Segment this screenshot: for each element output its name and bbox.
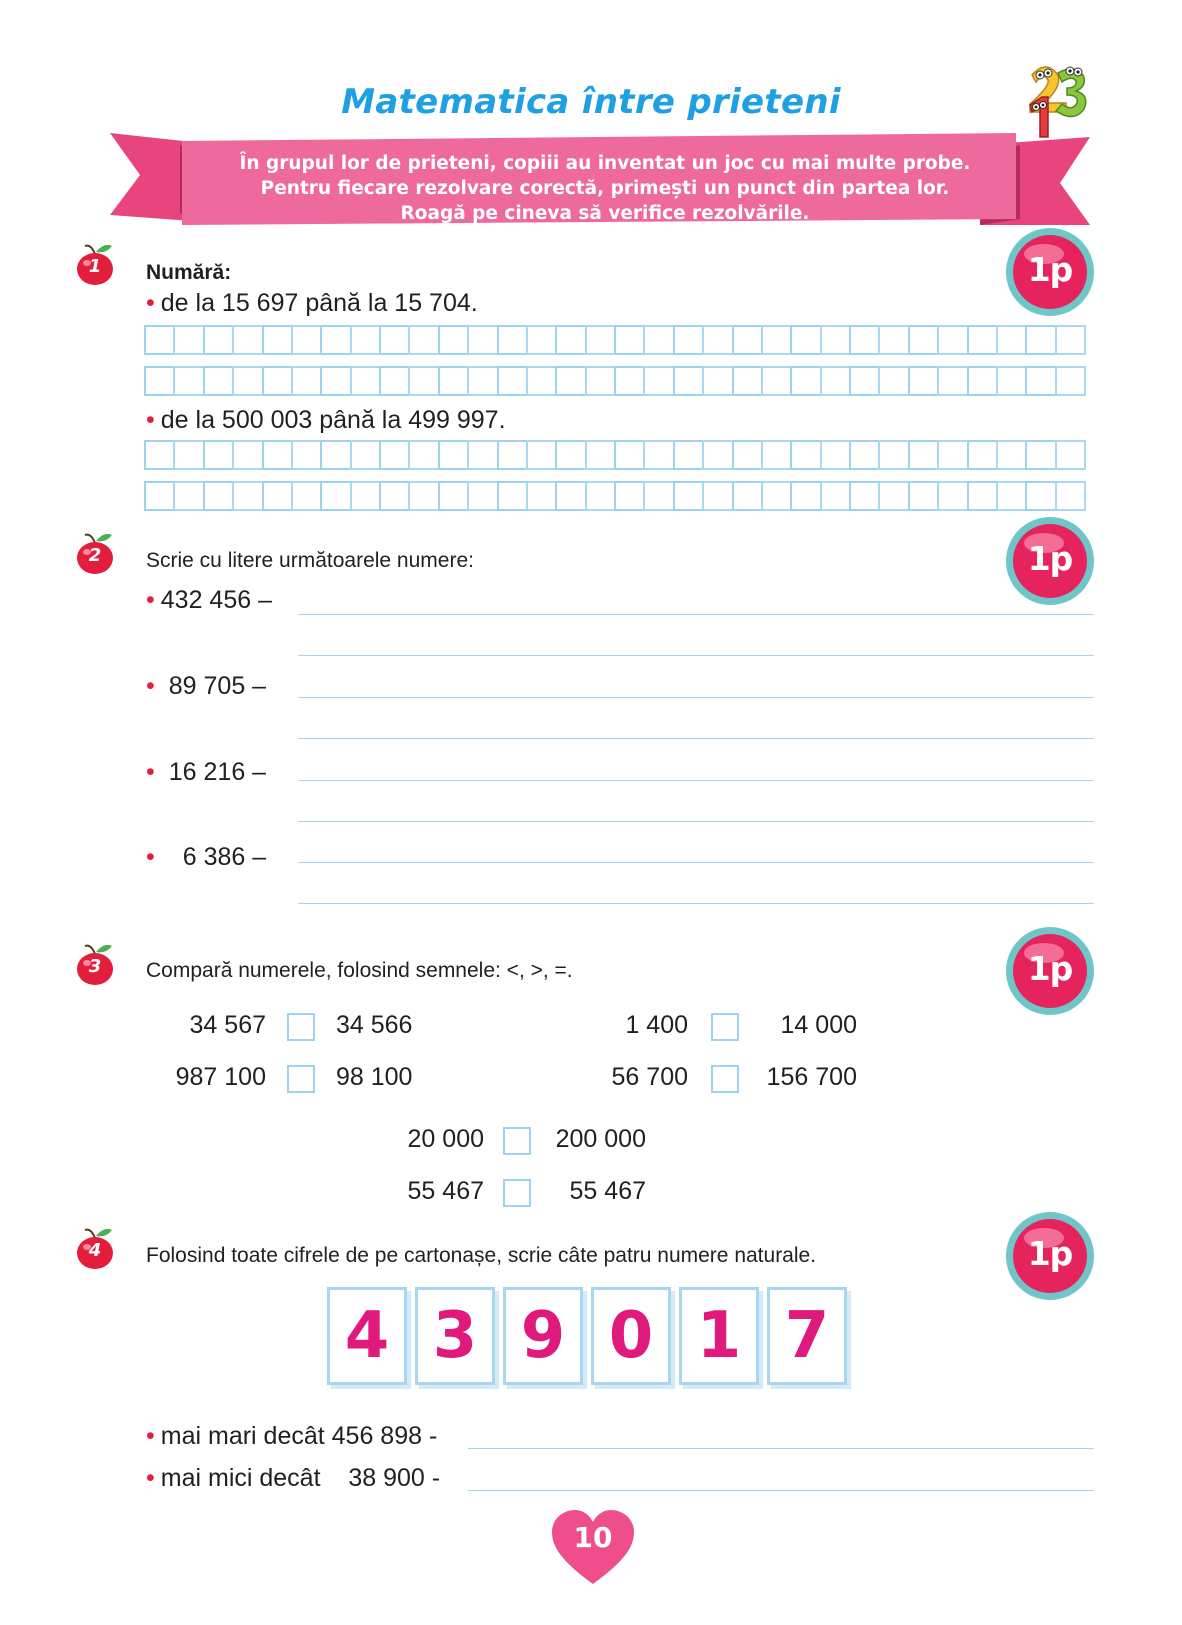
grid-cell[interactable] — [643, 366, 674, 396]
list-item: • mai mici decât 38 900 - — [146, 1464, 441, 1492]
grid-cell[interactable] — [350, 366, 381, 396]
grid-cell[interactable] — [732, 440, 763, 470]
grid-cell[interactable] — [467, 481, 498, 511]
grid-cell[interactable] — [1025, 366, 1056, 396]
grid-cell[interactable] — [173, 366, 204, 396]
digit-card: 7 — [767, 1287, 847, 1385]
grid-cell[interactable] — [702, 481, 733, 511]
answer-line[interactable] — [298, 614, 1094, 615]
compare-sign-box[interactable] — [503, 1179, 531, 1207]
grid-cell[interactable] — [790, 366, 821, 396]
grid-cell[interactable] — [908, 325, 939, 355]
grid-cell[interactable] — [790, 440, 821, 470]
grid-cell[interactable] — [937, 440, 968, 470]
grid-cell[interactable] — [908, 366, 939, 396]
list-item: • 16 216 – — [146, 758, 267, 786]
grid-cell[interactable] — [555, 440, 586, 470]
grid-cell[interactable] — [467, 440, 498, 470]
exercise-number: 1 — [88, 256, 102, 277]
grid-cell[interactable] — [702, 440, 733, 470]
grid-cell[interactable] — [350, 440, 381, 470]
grid-cell[interactable] — [614, 440, 645, 470]
points-label: 1p — [1027, 250, 1073, 289]
grid-cell[interactable] — [232, 366, 263, 396]
grid-cell[interactable] — [350, 481, 381, 511]
digit-card: 0 — [591, 1287, 671, 1385]
grid-cell[interactable] — [232, 440, 263, 470]
grid-cell[interactable] — [291, 325, 322, 355]
grid-cell[interactable] — [526, 325, 557, 355]
grid-cell[interactable] — [467, 325, 498, 355]
grid-cell[interactable] — [320, 366, 351, 396]
grid-cell[interactable] — [732, 366, 763, 396]
list-item: • 432 456 – — [146, 586, 272, 614]
grid-cell[interactable] — [1055, 440, 1086, 470]
compare-right: 98 100 — [336, 1063, 413, 1091]
grid-cell[interactable] — [144, 440, 175, 470]
grid-cell[interactable] — [203, 325, 234, 355]
grid-cell[interactable] — [849, 440, 880, 470]
list-item: • mai mari decât 456 898 - — [146, 1422, 438, 1450]
answer-line[interactable] — [298, 738, 1094, 739]
grid-cell[interactable] — [614, 366, 645, 396]
grid-cell[interactable] — [585, 366, 616, 396]
grid-cell[interactable] — [379, 325, 410, 355]
grid-cell[interactable] — [408, 481, 439, 511]
digit-card: 1 — [679, 1287, 759, 1385]
grid-cell[interactable] — [320, 440, 351, 470]
compare-left: 20 000 — [407, 1125, 484, 1153]
grid-cell[interactable] — [585, 440, 616, 470]
grid-cell[interactable] — [173, 325, 204, 355]
compare-left: 987 100 — [175, 1063, 266, 1091]
points-label: 1p — [1027, 949, 1073, 988]
grid-cell[interactable] — [1025, 440, 1056, 470]
grid-cell[interactable] — [438, 440, 469, 470]
grid-cell[interactable] — [878, 481, 909, 511]
grid-cell[interactable] — [702, 325, 733, 355]
exercise-instruction: Scrie cu litere următoarele numere: — [146, 549, 474, 572]
grid-cell[interactable] — [937, 481, 968, 511]
answer-line[interactable] — [298, 697, 1094, 698]
banner-line: Pentru fiecare rezolvare corectă, primești un punct din partea lor. — [260, 178, 950, 199]
grid-cell[interactable] — [408, 440, 439, 470]
grid-cell[interactable] — [849, 366, 880, 396]
exercise-number: 3 — [88, 956, 102, 977]
apple-icon — [74, 1226, 116, 1270]
writing-grid-row[interactable] — [146, 366, 1086, 396]
grid-cell[interactable] — [878, 366, 909, 396]
compare-sign-box[interactable] — [503, 1127, 531, 1155]
grid-cell[interactable] — [761, 366, 792, 396]
grid-cell[interactable] — [996, 481, 1027, 511]
grid-cell[interactable] — [1055, 481, 1086, 511]
list-item: • 89 705 – — [146, 672, 267, 700]
grid-cell[interactable] — [878, 440, 909, 470]
grid-cell[interactable] — [379, 440, 410, 470]
compare-left: 1 400 — [625, 1011, 688, 1039]
points-badge-icon — [1004, 226, 1096, 318]
grid-cell[interactable] — [438, 325, 469, 355]
grid-cell[interactable] — [291, 481, 322, 511]
points-badge-icon — [1004, 925, 1096, 1017]
grid-cell[interactable] — [555, 366, 586, 396]
answer-line[interactable] — [468, 1490, 1094, 1491]
grid-cell[interactable] — [350, 325, 381, 355]
grid-cell[interactable] — [526, 366, 557, 396]
page-number: 10 — [573, 1521, 613, 1554]
compare-right: 156 700 — [766, 1063, 857, 1091]
points-label: 1p — [1027, 539, 1073, 578]
grid-cell[interactable] — [673, 366, 704, 396]
page-title: Matematica între prieteni — [341, 82, 841, 122]
grid-cell[interactable] — [203, 366, 234, 396]
grid-cell[interactable] — [967, 325, 998, 355]
compare-sign-box[interactable] — [711, 1013, 739, 1041]
points-label: 1p — [1027, 1234, 1073, 1273]
grid-cell[interactable] — [497, 366, 528, 396]
grid-cell[interactable] — [173, 481, 204, 511]
numbers-mascot-icon — [1010, 55, 1100, 145]
compare-left: 56 700 — [611, 1063, 688, 1091]
exercise-number: 4 — [88, 1240, 102, 1261]
grid-cell[interactable] — [144, 481, 175, 511]
grid-cell[interactable] — [673, 481, 704, 511]
grid-cell[interactable] — [643, 440, 674, 470]
grid-cell[interactable] — [555, 325, 586, 355]
banner-text — [190, 151, 1020, 226]
grid-cell[interactable] — [673, 440, 704, 470]
grid-cell[interactable] — [937, 325, 968, 355]
list-item: • de la 500 003 până la 499 997. — [146, 406, 506, 434]
grid-cell[interactable] — [878, 325, 909, 355]
answer-line[interactable] — [298, 655, 1094, 656]
grid-cell[interactable] — [1055, 325, 1086, 355]
grid-cell[interactable] — [497, 325, 528, 355]
grid-cell[interactable] — [232, 325, 263, 355]
grid-cell[interactable] — [761, 325, 792, 355]
grid-cell[interactable] — [1025, 325, 1056, 355]
grid-cell[interactable] — [761, 481, 792, 511]
grid-cell[interactable] — [643, 481, 674, 511]
list-item: • 6 386 – — [146, 843, 267, 871]
answer-line[interactable] — [298, 903, 1094, 904]
exercise-instruction: Compară numerele, folosind semnele: <, >, =. — [146, 959, 573, 982]
grid-cell[interactable] — [144, 325, 175, 355]
grid-cell[interactable] — [203, 440, 234, 470]
points-badge-icon — [1004, 1210, 1096, 1302]
grid-cell[interactable] — [262, 325, 293, 355]
grid-cell[interactable] — [438, 366, 469, 396]
grid-cell[interactable] — [408, 366, 439, 396]
apple-icon — [74, 242, 116, 286]
grid-cell[interactable] — [497, 440, 528, 470]
grid-cell[interactable] — [673, 325, 704, 355]
grid-cell[interactable] — [467, 366, 498, 396]
compare-sign-box[interactable] — [287, 1013, 315, 1041]
digit-card: 9 — [503, 1287, 583, 1385]
exercise-instruction: Numără: — [146, 261, 232, 284]
compare-right: 34 566 — [336, 1011, 413, 1039]
grid-cell[interactable] — [408, 325, 439, 355]
banner-line: Roagă pe cineva să verifice rezolvările. — [400, 203, 810, 224]
grid-cell[interactable] — [173, 440, 204, 470]
grid-cell[interactable] — [908, 481, 939, 511]
list-item: • de la 15 697 până la 15 704. — [146, 289, 478, 317]
grid-cell[interactable] — [262, 440, 293, 470]
grid-cell[interactable] — [585, 481, 616, 511]
compare-left: 34 567 — [189, 1011, 266, 1039]
grid-cell[interactable] — [144, 366, 175, 396]
grid-cell[interactable] — [526, 440, 557, 470]
digit-card: 3 — [415, 1287, 495, 1385]
answer-line[interactable] — [298, 821, 1094, 822]
grid-cell[interactable] — [996, 366, 1027, 396]
digit-card: 4 — [327, 1287, 407, 1385]
answer-line[interactable] — [468, 1448, 1094, 1449]
grid-cell[interactable] — [438, 481, 469, 511]
grid-cell[interactable] — [203, 481, 234, 511]
grid-cell[interactable] — [643, 325, 674, 355]
grid-cell[interactable] — [732, 481, 763, 511]
banner-line: În grupul lor de prieteni, copiii au inventat un joc cu mai multe probe. — [239, 153, 971, 174]
grid-cell[interactable] — [262, 481, 293, 511]
grid-cell[interactable] — [497, 481, 528, 511]
grid-cell[interactable] — [820, 366, 851, 396]
grid-cell[interactable] — [849, 481, 880, 511]
grid-cell[interactable] — [820, 481, 851, 511]
grid-cell[interactable] — [555, 481, 586, 511]
grid-cell[interactable] — [937, 366, 968, 396]
grid-cell[interactable] — [996, 325, 1027, 355]
exercise-number: 2 — [88, 545, 102, 566]
grid-cell[interactable] — [790, 481, 821, 511]
apple-icon — [74, 942, 116, 986]
answer-line[interactable] — [298, 862, 1094, 863]
grid-cell[interactable] — [262, 366, 293, 396]
grid-cell[interactable] — [761, 440, 792, 470]
grid-cell[interactable] — [790, 325, 821, 355]
grid-cell[interactable] — [820, 325, 851, 355]
grid-cell[interactable] — [614, 325, 645, 355]
compare-sign-box[interactable] — [711, 1065, 739, 1093]
grid-cell[interactable] — [820, 440, 851, 470]
grid-cell[interactable] — [291, 440, 322, 470]
grid-cell[interactable] — [320, 325, 351, 355]
answer-line[interactable] — [298, 780, 1094, 781]
compare-right: 200 000 — [555, 1125, 646, 1153]
writing-grid-row[interactable] — [146, 481, 1086, 511]
points-badge-icon — [1004, 515, 1096, 607]
compare-right: 55 467 — [569, 1177, 646, 1205]
grid-cell[interactable] — [614, 481, 645, 511]
compare-left: 55 467 — [407, 1177, 484, 1205]
apple-icon — [74, 531, 116, 575]
grid-cell[interactable] — [996, 440, 1027, 470]
grid-cell[interactable] — [526, 481, 557, 511]
grid-cell[interactable] — [849, 325, 880, 355]
writing-grid-row[interactable] — [146, 325, 1086, 355]
grid-cell[interactable] — [908, 440, 939, 470]
grid-cell[interactable] — [232, 481, 263, 511]
grid-cell[interactable] — [1055, 366, 1086, 396]
writing-grid-row[interactable] — [146, 440, 1086, 470]
grid-cell[interactable] — [291, 366, 322, 396]
grid-cell[interactable] — [967, 366, 998, 396]
grid-cell[interactable] — [967, 481, 998, 511]
grid-cell[interactable] — [967, 440, 998, 470]
grid-cell[interactable] — [732, 325, 763, 355]
grid-cell[interactable] — [585, 325, 616, 355]
compare-sign-box[interactable] — [287, 1065, 315, 1093]
grid-cell[interactable] — [320, 481, 351, 511]
grid-cell[interactable] — [379, 481, 410, 511]
compare-right: 14 000 — [780, 1011, 857, 1039]
grid-cell[interactable] — [702, 366, 733, 396]
grid-cell[interactable] — [379, 366, 410, 396]
grid-cell[interactable] — [1025, 481, 1056, 511]
exercise-instruction: Folosind toate cifrele de pe cartonașe, scrie câte patru numere naturale. — [146, 1244, 817, 1267]
